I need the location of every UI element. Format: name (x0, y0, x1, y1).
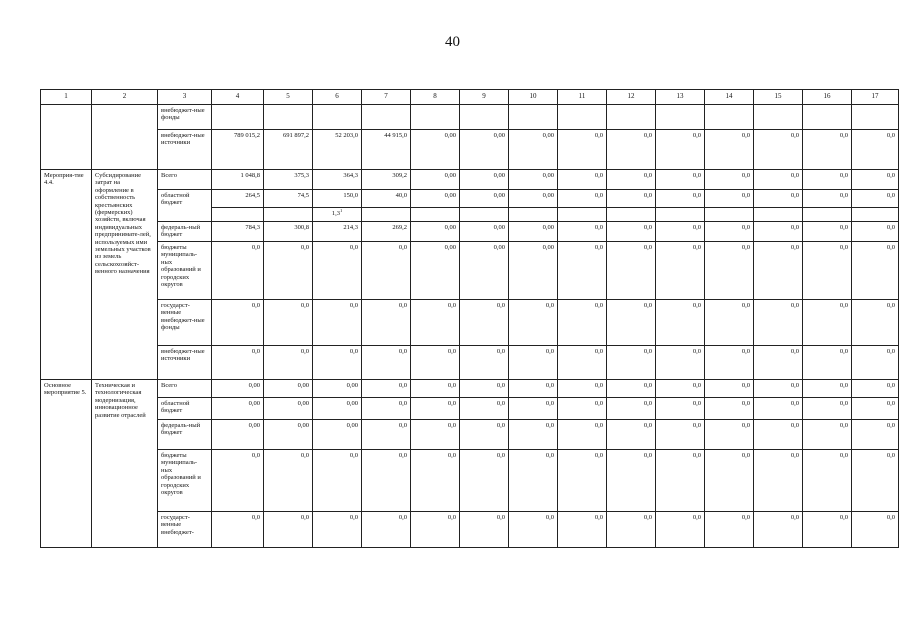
value-cell: 0,0 (362, 420, 411, 450)
value-cell: 0,00 (460, 242, 509, 300)
value-cell: 0,0 (558, 190, 607, 208)
value-cell: 0,0 (313, 242, 362, 300)
value-cell: 0,0 (705, 130, 754, 170)
source-cell: Всего (158, 170, 212, 190)
value-cell: 0,0 (852, 170, 899, 190)
value-cell: 0,0 (803, 242, 852, 300)
column-header: 8 (411, 90, 460, 105)
source-cell: бюджеты муниципаль-ных образований и городских округов (158, 242, 212, 300)
source-cell: внебюджет-ные фонды (158, 105, 212, 130)
value-cell: 0,0 (607, 398, 656, 420)
value-cell: 0,0 (656, 346, 705, 380)
value-cell: 0,0 (558, 130, 607, 170)
value-cell: 0,00 (411, 130, 460, 170)
value-cell: 0,0 (362, 300, 411, 346)
value-cell: 0,0 (558, 170, 607, 190)
value-cell: 0,0 (754, 398, 803, 420)
value-cell: 0,0 (411, 380, 460, 398)
column-header: 11 (558, 90, 607, 105)
value-cell: 0,0 (656, 380, 705, 398)
empty-cell (705, 105, 754, 130)
value-cell: 0,0 (803, 190, 852, 208)
value-cell: 0,0 (411, 450, 460, 512)
value-cell: 0,0 (607, 512, 656, 548)
value-cell: 0,0 (705, 300, 754, 346)
value-cell: 0,00 (313, 380, 362, 398)
empty-cell (212, 105, 264, 130)
value-cell: 0,0 (754, 512, 803, 548)
table-row (41, 450, 899, 512)
value-cell: 0,0 (362, 450, 411, 512)
value-cell: 0,00 (509, 130, 558, 170)
value-cell: 0,0 (607, 242, 656, 300)
column-header: 16 (803, 90, 852, 105)
value-cell: 0,00 (509, 190, 558, 208)
value-cell: 0,0 (411, 512, 460, 548)
value-cell: 0,0 (803, 346, 852, 380)
empty-cell (852, 208, 899, 222)
empty-cell (460, 208, 509, 222)
value-cell: 0,0 (607, 300, 656, 346)
value-cell: 0,0 (803, 300, 852, 346)
page-number: 40 (445, 34, 460, 50)
value-cell: 375,3 (264, 170, 313, 190)
value-cell: 0,0 (313, 450, 362, 512)
value-cell: 0,0 (754, 300, 803, 346)
column-header: 12 (607, 90, 656, 105)
table-row (41, 346, 899, 380)
empty-cell (362, 105, 411, 130)
table-row (41, 242, 899, 300)
value-cell: 364,3 (313, 170, 362, 190)
column-header: 17 (852, 90, 899, 105)
table-row (41, 170, 899, 190)
value-cell: 0,0 (852, 300, 899, 346)
value-cell: 0,0 (509, 450, 558, 512)
value-cell: 0,0 (313, 512, 362, 548)
value-cell: 0,0 (460, 300, 509, 346)
value-cell: 0,0 (852, 346, 899, 380)
value-cell: 0,0 (264, 512, 313, 548)
value-cell: 0,00 (264, 380, 313, 398)
empty-cell (212, 208, 264, 222)
empty-cell (362, 208, 411, 222)
empty-cell (803, 208, 852, 222)
value-cell: 150,0 (313, 190, 362, 208)
value-cell: 264,5 (212, 190, 264, 208)
table-row (41, 300, 899, 346)
empty-cell (705, 208, 754, 222)
value-cell: 0,0 (754, 380, 803, 398)
empty-cell (264, 105, 313, 130)
measure-name: Субсидирование затрат на оформление в собственность крестьянских (фермерских) хозяйств, включая индивидуальных предпринимате-лей, используемых ими земельных участков из земель сельскохозяйст-венного назначения (92, 170, 158, 380)
value-cell: 0,0 (558, 380, 607, 398)
value-cell: 0,0 (852, 512, 899, 548)
value-cell: 0,0 (852, 190, 899, 208)
empty-cell (754, 105, 803, 130)
footnote-mark: 1 (339, 207, 343, 213)
value-cell: 0,0 (264, 300, 313, 346)
empty-cell (264, 208, 313, 222)
empty-cell (509, 208, 558, 222)
value-cell: 0,0 (705, 450, 754, 512)
value-cell: 0,00 (509, 170, 558, 190)
column-header: 1 (41, 90, 92, 105)
value-cell: 0,0 (705, 398, 754, 420)
value-cell: 0,0 (656, 450, 705, 512)
value-cell: 0,0 (460, 380, 509, 398)
empty-cell (411, 105, 460, 130)
value-cell: 0,0 (558, 398, 607, 420)
value-cell: 0,0 (803, 130, 852, 170)
table-row (41, 398, 899, 420)
value-cell: 0,0 (509, 380, 558, 398)
value-cell: 0,0 (558, 420, 607, 450)
value-cell: 0,0 (411, 420, 460, 450)
value-cell: 0,0 (656, 420, 705, 450)
column-header: 13 (656, 90, 705, 105)
value-cell: 0,0 (852, 380, 899, 398)
value-cell: 0,0 (460, 346, 509, 380)
value-cell: 0,0 (460, 450, 509, 512)
table-row (41, 190, 899, 208)
value-cell: 0,0 (509, 420, 558, 450)
value-cell: 0,0 (656, 190, 705, 208)
value-cell: 0,0 (705, 170, 754, 190)
value-cell: 0,0 (212, 346, 264, 380)
header-row (41, 90, 899, 105)
value-cell: 0,00 (313, 420, 362, 450)
value-cell: 0,00 (460, 130, 509, 170)
value-cell: 0,0 (705, 512, 754, 548)
value-cell: 0,0 (852, 130, 899, 170)
value-cell: 0,0 (411, 300, 460, 346)
value-cell: 784,3 (212, 222, 264, 242)
value-cell: 0,00 (212, 380, 264, 398)
value-cell: 0,0 (656, 512, 705, 548)
column-header: 3 (158, 90, 212, 105)
value-cell: 0,0 (656, 130, 705, 170)
value-cell: 0,0 (509, 512, 558, 548)
source-cell: федераль-ный бюджет (158, 420, 212, 450)
value-cell: 0,0 (656, 242, 705, 300)
value-cell: 0,0 (264, 242, 313, 300)
source-cell: государст-венные внебюджет-ные фонды (158, 300, 212, 346)
value-cell: 214,3 (313, 222, 362, 242)
value-cell: 0,0 (705, 380, 754, 398)
value-cell: 0,0 (509, 300, 558, 346)
value-cell: 0,0 (313, 346, 362, 380)
value-cell: 0,0 (705, 346, 754, 380)
value-cell: 0,0 (460, 512, 509, 548)
empty-cell (460, 105, 509, 130)
source-cell: внебюджет-ные источники (158, 346, 212, 380)
note-value: 1,3 (331, 210, 340, 217)
value-cell: 0,0 (852, 222, 899, 242)
value-cell: 0,00 (411, 222, 460, 242)
value-cell: 309,2 (362, 170, 411, 190)
value-cell: 0,0 (460, 420, 509, 450)
value-cell: 0,0 (754, 420, 803, 450)
value-cell: 0,0 (607, 130, 656, 170)
value-cell: 0,0 (411, 346, 460, 380)
value-cell: 0,0 (607, 420, 656, 450)
value-cell: 300,8 (264, 222, 313, 242)
value-cell: 0,0 (362, 346, 411, 380)
value-cell: 0,0 (362, 242, 411, 300)
value-cell: 0,0 (656, 300, 705, 346)
value-cell: 0,0 (362, 512, 411, 548)
value-cell: 0,00 (460, 190, 509, 208)
value-cell: 40,0 (362, 190, 411, 208)
column-header: 14 (705, 90, 754, 105)
table-row (41, 222, 899, 242)
value-cell: 0,0 (852, 420, 899, 450)
value-cell: 0,0 (264, 450, 313, 512)
value-cell: 0,0 (607, 380, 656, 398)
empty-cell (558, 208, 607, 222)
value-cell: 0,00 (460, 222, 509, 242)
value-cell: 0,0 (558, 222, 607, 242)
value-cell: 0,0 (558, 450, 607, 512)
source-cell: внебюджет-ные источники (158, 130, 212, 170)
budget-table (40, 89, 899, 548)
value-cell: 0,0 (607, 190, 656, 208)
value-cell: 0,0 (558, 512, 607, 548)
value-cell: 0,0 (754, 170, 803, 190)
value-cell: 0,0 (460, 398, 509, 420)
value-cell: 0,0 (852, 242, 899, 300)
value-cell: 0,0 (803, 420, 852, 450)
value-cell: 0,0 (558, 300, 607, 346)
table-row (41, 420, 899, 450)
value-cell: 0,0 (212, 450, 264, 512)
value-cell: 0,00 (509, 222, 558, 242)
empty-cell (607, 105, 656, 130)
column-header: 6 (313, 90, 362, 105)
value-cell: 0,0 (754, 242, 803, 300)
value-cell: 0,0 (852, 398, 899, 420)
empty-cell (558, 105, 607, 130)
value-cell: 0,0 (362, 380, 411, 398)
code-cell (41, 105, 92, 170)
value-cell: 0,0 (313, 300, 362, 346)
value-cell: 0,0 (852, 450, 899, 512)
value-cell: 0,0 (607, 222, 656, 242)
value-cell: 0,0 (411, 398, 460, 420)
value-cell: 0,0 (362, 398, 411, 420)
table-row (41, 380, 899, 398)
value-cell: 0,0 (509, 346, 558, 380)
value-cell: 0,00 (411, 242, 460, 300)
empty-cell (656, 105, 705, 130)
column-header: 15 (754, 90, 803, 105)
empty-cell (754, 208, 803, 222)
note-cell (313, 208, 362, 222)
table-row (41, 512, 899, 548)
value-cell: 0,0 (803, 398, 852, 420)
value-cell: 0,0 (803, 170, 852, 190)
value-cell: 0,0 (803, 222, 852, 242)
value-cell: 0,0 (754, 190, 803, 208)
value-cell: 0,0 (803, 380, 852, 398)
value-cell: 74,5 (264, 190, 313, 208)
value-cell: 0,0 (212, 512, 264, 548)
value-cell: 0,0 (212, 242, 264, 300)
table-row (41, 130, 899, 170)
source-cell: Всего (158, 380, 212, 398)
value-cell: 0,0 (754, 346, 803, 380)
value-cell: 0,0 (656, 170, 705, 190)
value-cell: 269,2 (362, 222, 411, 242)
value-cell: 1 048,8 (212, 170, 264, 190)
value-cell: 789 015,2 (212, 130, 264, 170)
empty-cell (509, 105, 558, 130)
value-cell: 691 897,2 (264, 130, 313, 170)
empty-cell (607, 208, 656, 222)
value-cell: 0,0 (607, 450, 656, 512)
value-cell: 0,0 (607, 170, 656, 190)
measure-name: Техническая и технологическая модернизация, инновационное развитие отраслей (92, 380, 158, 548)
column-header: 10 (509, 90, 558, 105)
empty-cell (803, 105, 852, 130)
value-cell: 0,0 (705, 222, 754, 242)
value-cell: 0,00 (460, 170, 509, 190)
value-cell: 52 203,0 (313, 130, 362, 170)
value-cell: 0,00 (509, 242, 558, 300)
value-cell: 0,00 (313, 398, 362, 420)
value-cell: 0,0 (754, 130, 803, 170)
value-cell: 0,0 (803, 450, 852, 512)
value-cell: 0,0 (754, 450, 803, 512)
value-cell: 0,0 (558, 346, 607, 380)
empty-cell (656, 208, 705, 222)
measure-code: Основное мероприятие 5. (41, 380, 92, 548)
value-cell: 0,0 (656, 398, 705, 420)
value-cell: 0,0 (558, 242, 607, 300)
value-cell: 0,00 (212, 420, 264, 450)
value-cell: 0,0 (264, 346, 313, 380)
value-cell: 0,0 (705, 190, 754, 208)
table-row (41, 105, 899, 130)
source-cell: федераль-ный бюджет (158, 222, 212, 242)
value-cell: 0,00 (264, 420, 313, 450)
value-cell: 0,0 (754, 222, 803, 242)
source-cell: государст-венные внебюджет- (158, 512, 212, 548)
value-cell: 0,0 (705, 242, 754, 300)
column-header: 2 (92, 90, 158, 105)
column-header: 9 (460, 90, 509, 105)
value-cell: 0,0 (705, 420, 754, 450)
value-cell: 0,00 (212, 398, 264, 420)
column-header: 4 (212, 90, 264, 105)
source-cell: областной бюджет (158, 398, 212, 420)
value-cell: 0,00 (264, 398, 313, 420)
value-cell: 0,00 (411, 190, 460, 208)
value-cell: 0,0 (656, 222, 705, 242)
value-cell: 0,0 (509, 398, 558, 420)
empty-cell (411, 208, 460, 222)
name-cell (92, 105, 158, 170)
empty-cell (852, 105, 899, 130)
empty-cell (313, 105, 362, 130)
column-header: 5 (264, 90, 313, 105)
column-header: 7 (362, 90, 411, 105)
value-cell: 0,0 (607, 346, 656, 380)
source-cell: областной бюджет (158, 190, 212, 222)
value-cell: 0,0 (212, 300, 264, 346)
source-cell: бюджеты муниципаль-ных образований и городских округов (158, 450, 212, 512)
value-cell: 0,00 (411, 170, 460, 190)
value-cell: 0,0 (803, 512, 852, 548)
measure-code: Мероприя-тие 4.4. (41, 170, 92, 380)
value-cell: 44 915,0 (362, 130, 411, 170)
